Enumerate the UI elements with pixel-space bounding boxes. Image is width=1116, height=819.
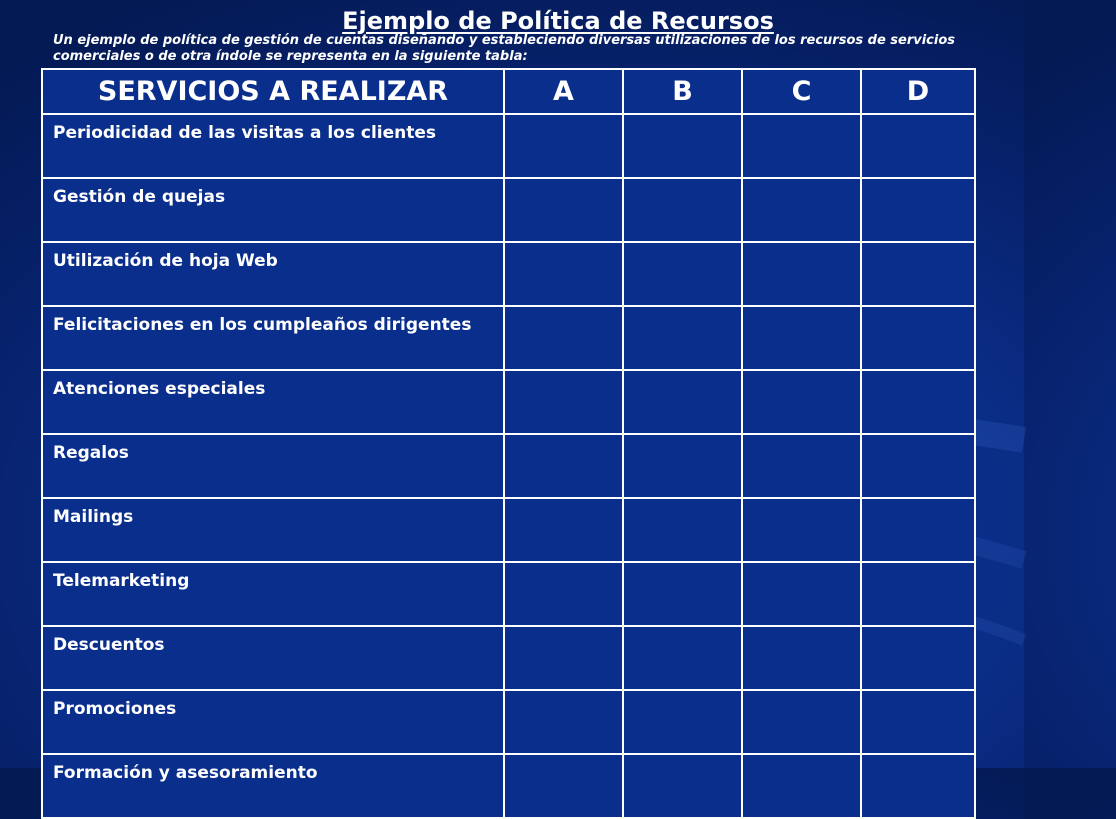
header-col-d: D bbox=[861, 69, 975, 114]
cell-c bbox=[742, 242, 861, 306]
cell-a bbox=[504, 690, 623, 754]
cell-a bbox=[504, 754, 623, 818]
cell-a bbox=[504, 562, 623, 626]
service-name: Utilización de hoja Web bbox=[42, 242, 504, 306]
table-row bbox=[42, 114, 975, 178]
cell-b bbox=[623, 306, 742, 370]
cell-c bbox=[742, 434, 861, 498]
cell-a bbox=[504, 242, 623, 306]
cell-c bbox=[742, 562, 861, 626]
table-row bbox=[42, 178, 975, 242]
cell-d bbox=[861, 754, 975, 818]
cell-c bbox=[742, 306, 861, 370]
cell-d bbox=[861, 626, 975, 690]
cell-a bbox=[504, 626, 623, 690]
table-row bbox=[42, 434, 975, 498]
cell-a bbox=[504, 306, 623, 370]
table-row bbox=[42, 690, 975, 754]
cell-c bbox=[742, 370, 861, 434]
cell-d bbox=[861, 178, 975, 242]
cell-c bbox=[742, 626, 861, 690]
table-row bbox=[42, 242, 975, 306]
cell-d bbox=[861, 242, 975, 306]
resource-policy-table bbox=[41, 68, 976, 819]
service-name: Atenciones especiales bbox=[42, 370, 504, 434]
cell-d bbox=[861, 370, 975, 434]
cell-d bbox=[861, 434, 975, 498]
cell-c bbox=[742, 498, 861, 562]
cell-c bbox=[742, 690, 861, 754]
service-name: Descuentos bbox=[42, 626, 504, 690]
table-row bbox=[42, 370, 975, 434]
service-name: Gestión de quejas bbox=[42, 178, 504, 242]
cell-b bbox=[623, 562, 742, 626]
service-name: Periodicidad de las visitas a los clientes bbox=[42, 114, 504, 178]
cell-b bbox=[623, 690, 742, 754]
table-row bbox=[42, 754, 975, 818]
table-row bbox=[42, 498, 975, 562]
cell-c bbox=[742, 114, 861, 178]
cell-d bbox=[861, 562, 975, 626]
table-row bbox=[42, 562, 975, 626]
cell-a bbox=[504, 178, 623, 242]
service-name: Formación y asesoramiento bbox=[42, 754, 504, 818]
header-services: SERVICIOS A REALIZAR bbox=[42, 69, 504, 114]
cell-b bbox=[623, 754, 742, 818]
service-name: Felicitaciones en los cumpleaños dirigentes bbox=[42, 306, 504, 370]
table-row bbox=[42, 306, 975, 370]
cell-b bbox=[623, 498, 742, 562]
header-col-b: B bbox=[623, 69, 742, 114]
cell-d bbox=[861, 114, 975, 178]
service-name: Promociones bbox=[42, 690, 504, 754]
cell-d bbox=[861, 690, 975, 754]
header-col-a: A bbox=[504, 69, 623, 114]
cell-c bbox=[742, 754, 861, 818]
cell-a bbox=[504, 114, 623, 178]
cell-b bbox=[623, 242, 742, 306]
service-name: Telemarketing bbox=[42, 562, 504, 626]
cell-a bbox=[504, 434, 623, 498]
cell-b bbox=[623, 370, 742, 434]
cell-c bbox=[742, 178, 861, 242]
table-row bbox=[42, 626, 975, 690]
cell-b bbox=[623, 114, 742, 178]
cell-d bbox=[861, 306, 975, 370]
cell-a bbox=[504, 498, 623, 562]
cell-b bbox=[623, 626, 742, 690]
cell-b bbox=[623, 178, 742, 242]
slide-title: Ejemplo de Política de Recursos bbox=[342, 7, 774, 35]
header-col-c: C bbox=[742, 69, 861, 114]
service-name: Mailings bbox=[42, 498, 504, 562]
table-header-row bbox=[42, 69, 975, 114]
service-name: Regalos bbox=[42, 434, 504, 498]
cell-a bbox=[504, 370, 623, 434]
slide-subtitle: Un ejemplo de política de gestión de cuentas diseñando y estableciendo diversas utilizaciones de los recursos de servicios comerciales o de otra índole se representa en la siguiente tabla: bbox=[53, 33, 956, 64]
cell-b bbox=[623, 434, 742, 498]
cell-d bbox=[861, 498, 975, 562]
